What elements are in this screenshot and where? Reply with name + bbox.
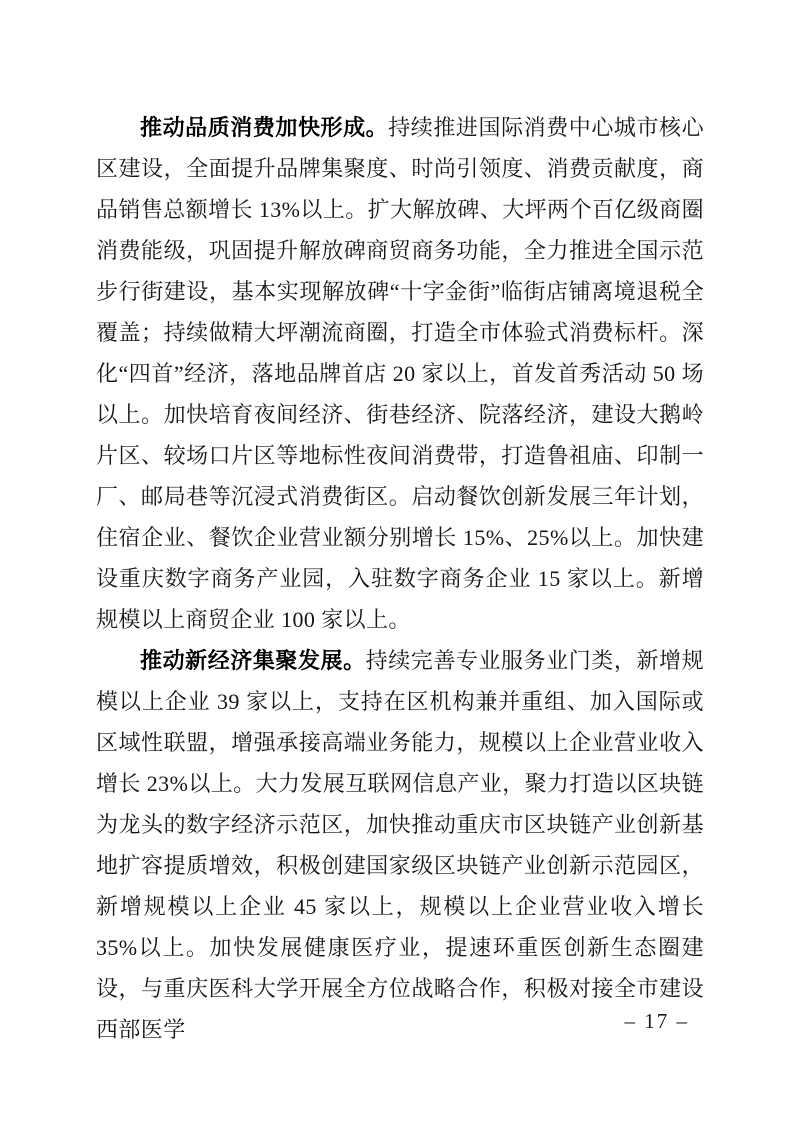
paragraph [96,640,704,1050]
paragraph-body: 持续推进国际消费中心城市核心区建设，全面提升品牌集聚度、时尚引领度、消费贡献度，商品销售总额增长 13%以上。扩大解放碑、大坪两个百亿级商圈消费能级，巩固提升解放碑商贸商务功能，全力推进全国示范步行街建设，基本实现解放碑“十字金街”临街店铺离境退税全覆盖；持续做精大坪潮流商圈，打造全市体验式消费标杆。深化“四首”经济，落地品牌首店 20 家以上，首发首秀活动 50 场以上。加快培育夜间经济、街巷经济、院落经济，建设大鹅岭片区、较场口片区等地标性夜间消费带，打造鲁祖庙、印制一厂、邮局巷等沉浸式消费街区。启动餐饮创新发展三年计划，住宿企业、餐饮企业营业额分别增长 15%、25%以上。加快建设重庆数字商务产业园，入驻数字商务企业 15 家以上。新增规模以上商贸企业 100 家以上。 [96,115,704,632]
paragraph-body: 持续完善专业服务业门类，新增规模以上企业 39 家以上，支持在区机构兼并重组、加入国际或区域性联盟，增强承接高端业务能力，规模以上企业营业收入增长 23%以上。大力发展互联网信息产业，聚力打造以区块链为龙头的数字经济示范区，加快推动重庆市区块链产业创新基地扩容提质增效，积极创建国家级区块链产业创新示范园区，新增规模以上企业 45 家以上，规模以上企业营业收入增长 35%以上。加快发展健康医疗业，提速环重医创新生态圈建设，与重庆医科大学开展全方位战略合作，积极对接全市建设西部医学 [96,648,704,1042]
paragraph-heading: 推动品质消费加快形成。 [140,115,389,140]
paragraph [96,107,704,640]
text-block [96,107,704,1050]
page-number: – 17 – [624,1009,689,1033]
paragraph-heading: 推动新经济集聚发展。 [140,648,366,673]
